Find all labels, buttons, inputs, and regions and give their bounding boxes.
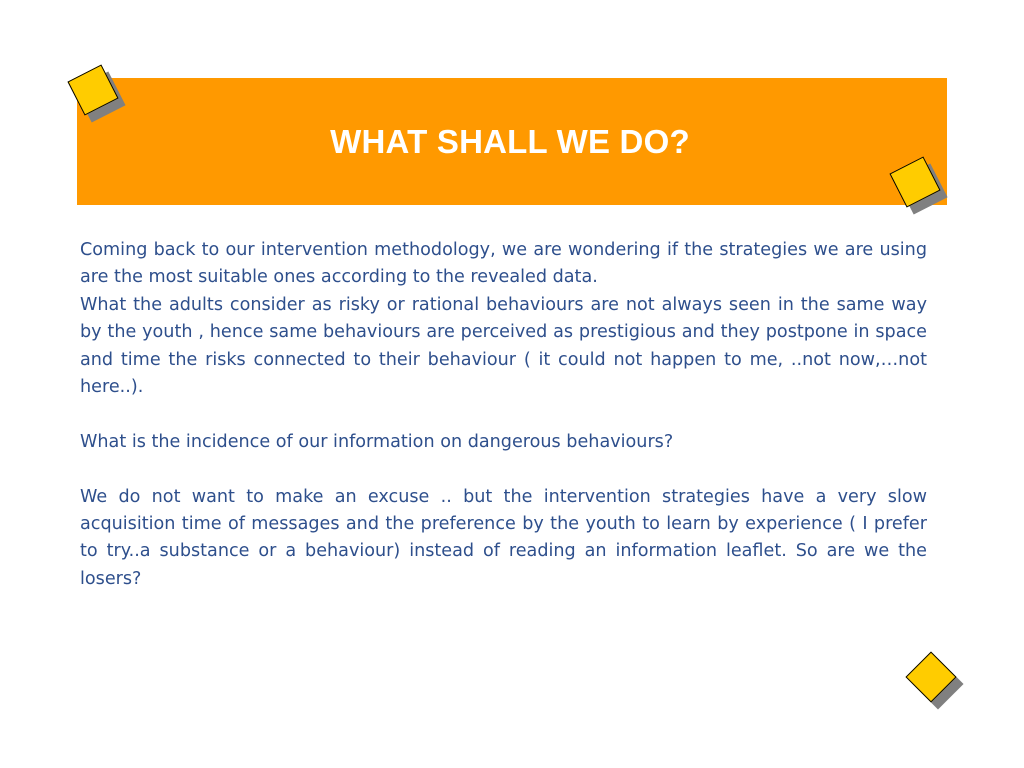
- paragraph-excuse: We do not want to make an excuse .. but the intervention strategies have a very slow acquisition time of messages and the preference by the youth to learn by experience ( I prefer to try..a substance or a behaviour) instead of reading an information leaflet. So are we the losers?: [80, 486, 927, 589]
- paragraph-question: What is the incidence of our information on dangerous behaviours?: [80, 431, 674, 452]
- title-bar: [77, 78, 947, 205]
- diamond-icon: [896, 163, 942, 209]
- diamond-icon: [74, 71, 120, 117]
- spacer: [80, 401, 927, 428]
- diamond-icon: [912, 658, 958, 704]
- paragraph-adults-vs-youth: What the adults consider as risky or rational behaviours are not always seen in the same way by the youth , hence same behaviours are perceived as prestigious and they postpone in space and time the risks connected to their behaviour ( it could not happen to me, ..not now,…not here..).: [80, 294, 927, 398]
- spacer: [80, 456, 927, 483]
- slide-title: [77, 78, 947, 205]
- slide-title-text: WHAT SHALL WE DO?: [330, 122, 690, 160]
- paragraph-methodology: Coming back to our intervention methodology, we are wondering if the strategies we are using are the most suitable ones according to the revealed data.: [80, 240, 927, 288]
- body-text: [80, 237, 927, 593]
